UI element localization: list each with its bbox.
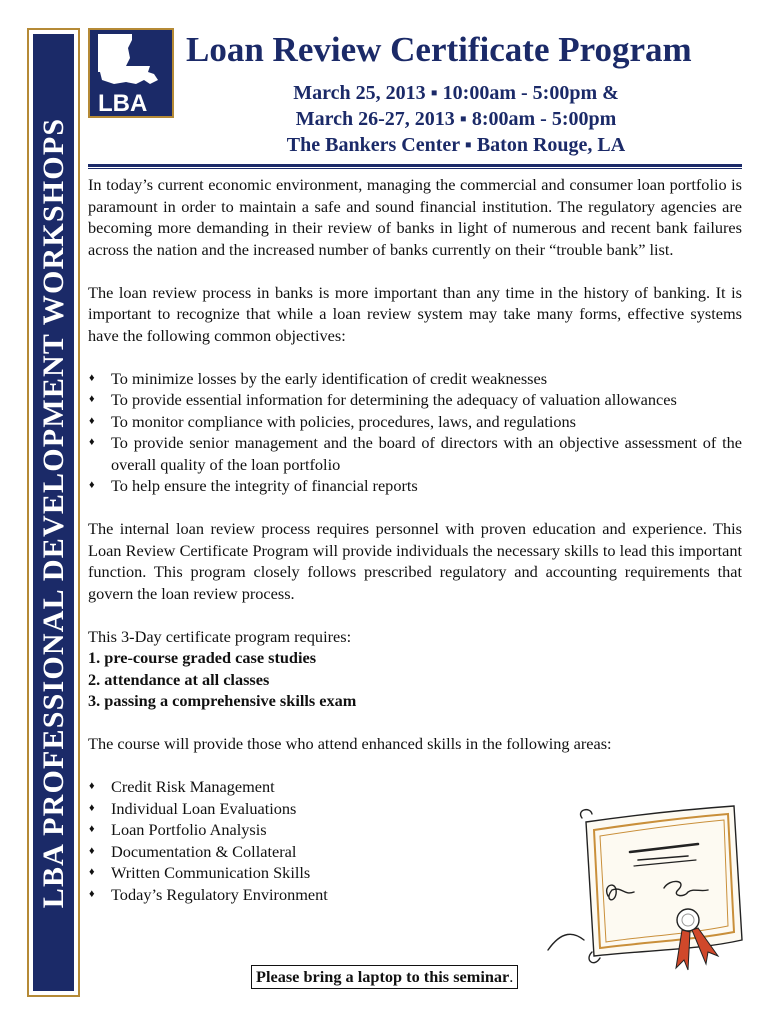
list-item: ♦ To minimize losses by the early identification of credit weaknesses bbox=[89, 368, 548, 388]
date-line-1: March 25, 2013 ▪ 10:00am - 5:00pm & bbox=[293, 82, 619, 104]
list-item: 1. pre-course graded case studies bbox=[88, 648, 317, 667]
list-item: 2. attendance at all classes bbox=[88, 669, 270, 689]
certificate-icon bbox=[538, 800, 752, 1000]
header-divider-thin bbox=[88, 168, 742, 169]
list-item: ♦ Credit Risk Management bbox=[89, 777, 275, 796]
sidebar-panel bbox=[33, 34, 74, 991]
sidebar-title: LBA PROFESSIONAL DEVELOPMENT WORKSHOPS bbox=[36, 117, 70, 908]
list-item: ♦ To monitor compliance with policies, procedures, laws, and regulations bbox=[89, 411, 577, 431]
bullet-icon: ♦ bbox=[89, 887, 95, 900]
list-item: ♦ Today’s Regulatory Environment bbox=[89, 884, 328, 904]
bullet-icon: ♦ bbox=[89, 414, 95, 427]
bullet-icon: ♦ bbox=[89, 823, 95, 835]
program-paragraph: The internal loan review process requires personnel with proven education and experience. This Loan Review Certificate Program will provide individuals the necessary skills to lead this important function. This program closely follows prescribed regulatory and accounting requirements that govern the loan review process. bbox=[88, 519, 742, 603]
bullet-icon: ♦ bbox=[89, 844, 95, 857]
location-line: The Bankers Center ▪ Baton Rouge, LA bbox=[286, 134, 626, 156]
requirements-list bbox=[88, 647, 742, 712]
requirements-intro: This 3-Day certificate program requires: bbox=[88, 626, 352, 646]
objectives-list bbox=[88, 368, 742, 497]
list-item: ♦ To help ensure the integrity of financial reports bbox=[89, 476, 418, 495]
loan-review-paragraph: The loan review process in banks is more important than any time in the history of banking. It is important to recognize that while a loan review system may take many forms, effective systems have the following common objectives: bbox=[88, 282, 742, 345]
laptop-notice: Please bring a laptop to this seminar. bbox=[251, 965, 518, 989]
list-item: ♦ To provide senior management and the board of directors with an objective assessment of the overall quality of the loan portfolio bbox=[89, 433, 742, 474]
list-item: 3. passing a comprehensive skills exam bbox=[88, 691, 357, 710]
bullet-icon: ♦ bbox=[89, 393, 95, 405]
laptop-notice-text: Please bring a laptop to this seminar bbox=[256, 967, 510, 986]
certificate-illustration bbox=[538, 800, 752, 1000]
bullet-icon: ♦ bbox=[89, 436, 95, 448]
list-item: ♦ Documentation & Collateral bbox=[89, 841, 297, 861]
list-item: ♦ To provide essential information for determining the adequacy of valuation allowances bbox=[89, 390, 677, 409]
logo-text: LBA bbox=[98, 90, 148, 117]
header-divider bbox=[88, 164, 742, 167]
date-line-2: March 26-27, 2013 ▪ 8:00am - 5:00pm bbox=[295, 108, 617, 130]
main-content bbox=[88, 174, 742, 905]
bullet-icon: ♦ bbox=[89, 801, 95, 814]
page-title: Loan Review Certificate Program bbox=[186, 30, 692, 69]
lba-logo bbox=[88, 28, 174, 118]
bullet-icon: ♦ bbox=[89, 479, 95, 491]
bullet-icon: ♦ bbox=[89, 780, 95, 792]
list-item: ♦ Individual Loan Evaluations bbox=[89, 798, 297, 818]
list-item: ♦ Written Communication Skills bbox=[89, 863, 311, 882]
list-item: ♦ Loan Portfolio Analysis bbox=[89, 820, 267, 839]
intro-paragraph: In today’s current economic environment, managing the commercial and consumer loan portfolio is paramount in order to maintain a safe and sound financial institution. The regulatory agencies are becoming more demanding in their review of banks in light of numerous and recent bank failures across the nation and the increased number of banks currently on their “trouble bank” list. bbox=[88, 175, 742, 259]
bullet-icon: ♦ bbox=[89, 371, 95, 384]
bullet-icon: ♦ bbox=[89, 866, 95, 878]
skills-intro: The course will provide those who attend enhanced skills in the following areas: bbox=[88, 734, 612, 753]
sidebar-banner bbox=[27, 28, 80, 997]
